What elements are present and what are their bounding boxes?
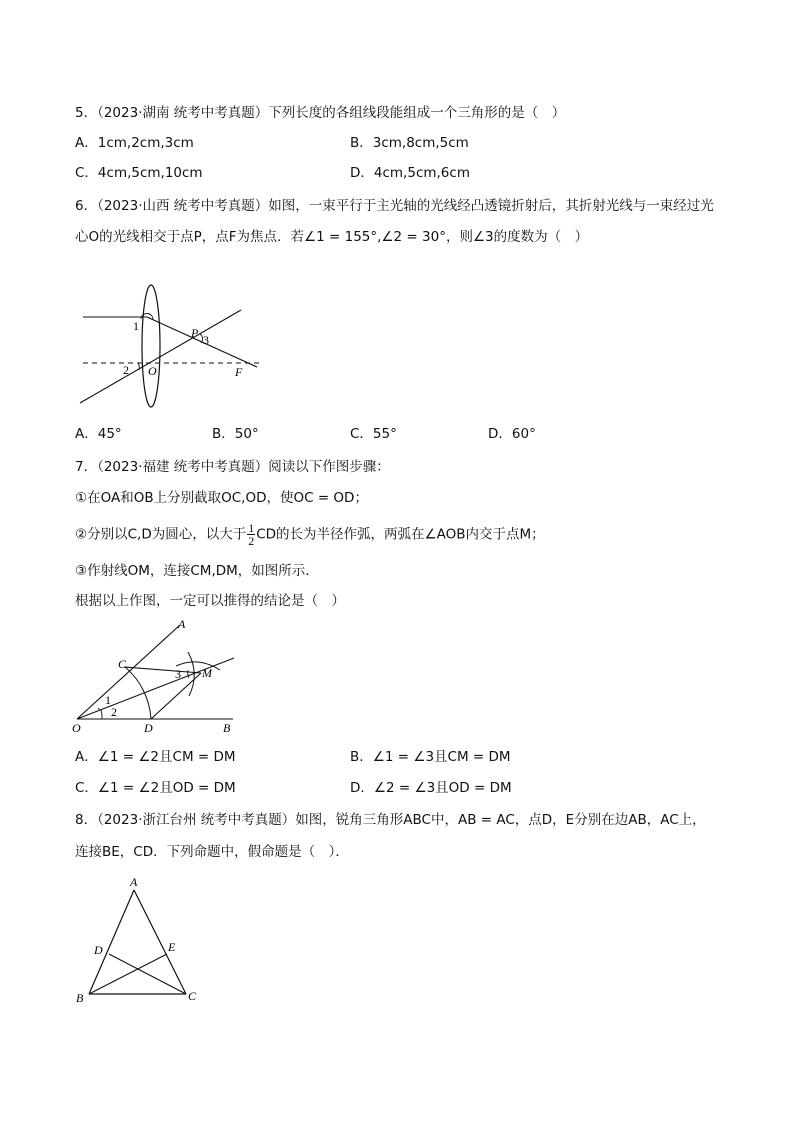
side-ab <box>89 890 134 994</box>
ray-oa <box>77 625 180 719</box>
fig7-label-3: 3 <box>175 667 181 681</box>
segment-cm <box>125 667 201 673</box>
side-ac <box>134 890 186 994</box>
fig6-label-p: P <box>191 326 199 340</box>
q6-option-c: C．55° <box>350 426 397 442</box>
fig8-label-e: E <box>168 940 176 954</box>
fig6-label-3: 3 <box>203 333 209 347</box>
q7-construction-figure <box>68 618 248 740</box>
fig8-label-d: D <box>94 943 103 957</box>
q7-step2 <box>75 522 545 547</box>
center-ray <box>80 310 241 403</box>
q6-option-b: B．50° <box>212 426 259 442</box>
q7-stem: 7．（2023·福建 统考中考真题）阅读以下作图步骤： <box>75 459 390 475</box>
angle2-arc <box>101 710 102 719</box>
q5-stem: 5．（2023·湖南 统考中考真题）下列长度的各组线段能组成一个三角形的是（ ） <box>75 105 566 121</box>
arc-from-d <box>176 662 220 670</box>
q7-step2-before: ②分别以C,D为圆心，以大于 <box>75 526 247 543</box>
arc-cd <box>125 667 151 719</box>
q5-option-d: D．4cm,5cm,6cm <box>350 165 470 181</box>
segment-cd <box>109 954 186 994</box>
q7-option-a: A．∠1 = ∠2且CM = DM <box>75 749 236 765</box>
q7-option-c: C．∠1 = ∠2且OD = DM <box>75 780 236 796</box>
q7-fraction <box>247 522 255 547</box>
q7-step3: ③作射线OM，连接CM,DM，如图所示． <box>75 563 319 579</box>
q5-option-b: B．3cm,8cm,5cm <box>350 135 469 151</box>
q6-option-d: D．60° <box>488 426 536 442</box>
fig8-label-c: C <box>188 989 197 1003</box>
angle1-arc <box>98 708 100 710</box>
q5-option-a: A．1cm,2cm,3cm <box>75 135 194 151</box>
fig7-label-d: D <box>144 721 153 735</box>
q5-option-c: C．4cm,5cm,10cm <box>75 165 203 181</box>
q7-frac-den: 2 <box>248 534 255 548</box>
segment-be <box>89 954 167 994</box>
q7-frac-num: 1 <box>248 521 255 535</box>
q6-lens-figure <box>75 262 275 412</box>
q7-option-b: B．∠1 = ∠3且CM = DM <box>350 749 511 765</box>
fig7-label-c: C <box>118 657 127 671</box>
q7-option-d: D．∠2 = ∠3且OD = DM <box>350 780 512 796</box>
fig7-label-2: 2 <box>111 705 117 719</box>
q8-triangle-figure <box>70 872 210 1004</box>
fig7-label-a: A <box>178 618 186 631</box>
q7-question: 根据以上作图，一定可以推得的结论是（ ） <box>75 593 345 609</box>
lens-ellipse <box>142 285 160 407</box>
fig7-label-1: 1 <box>105 693 111 707</box>
q6-stem-line2: 心O的光线相交于点P，点F为焦点．若∠1 = 155°,∠2 = 30°，则∠3的度数为（ ） <box>75 229 589 245</box>
q8-stem-line2: 连接BE，CD．下列命题中，假命题是（ ）． <box>75 844 349 860</box>
fig8-label-a: A <box>130 875 138 889</box>
angle3-arc <box>188 670 189 678</box>
fig7-label-m: M <box>202 666 212 680</box>
fig7-label-o: O <box>72 721 81 735</box>
fig7-label-b: B <box>223 721 231 735</box>
q6-stem-line1: 6．（2023·山西 统考中考真题）如图，一束平行于主光轴的光线经凸透镜折射后，其折射光线与一束经过光 <box>75 198 714 214</box>
q7-step1: ①在OA和OB上分别截取OC,OD，使OC = OD； <box>75 490 368 506</box>
fig6-label-o: O <box>148 364 157 378</box>
q6-option-a: A．45° <box>75 426 122 442</box>
fig6-label-f: F <box>235 365 243 379</box>
fig6-label-1: 1 <box>133 319 139 333</box>
fig6-label-2: 2 <box>123 363 129 377</box>
fig8-label-b: B <box>76 991 84 1004</box>
q8-stem-line1: 8．（2023·浙江台州 统考中考真题）如图，锐角三角形ABC中，AB = AC，点D，E分别在边AB，AC上， <box>75 812 706 828</box>
q7-step2-after: CD的长为半径作弧，两弧在∠AOB内交于点M； <box>256 526 545 543</box>
